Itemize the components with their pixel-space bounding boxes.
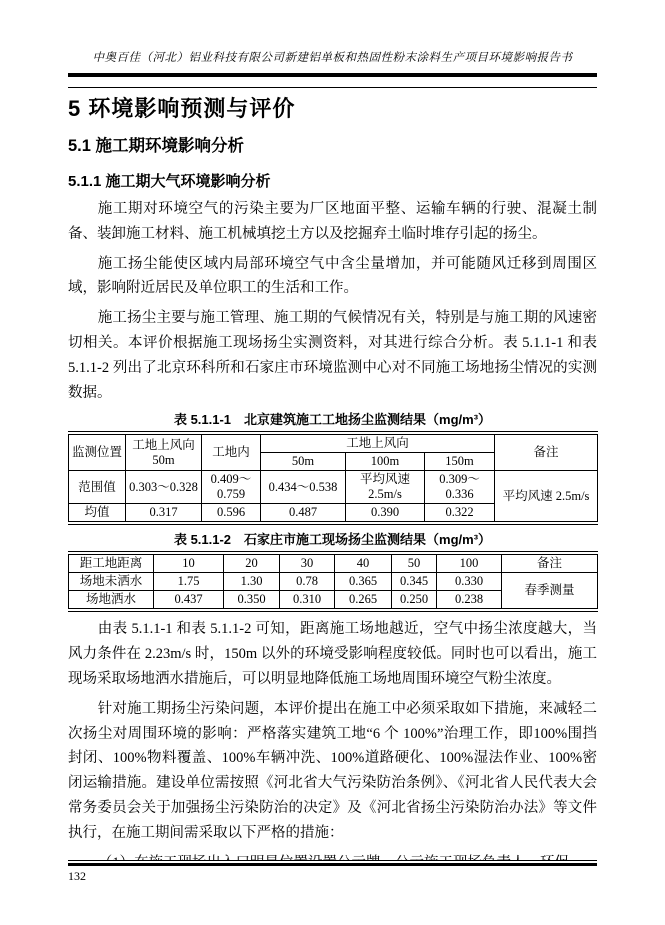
monitoring-table-shijiazhuang xyxy=(68,551,598,612)
t1-header-50m: 50m xyxy=(261,453,346,471)
t1-range-100m: 平均风速 2.5m/s xyxy=(346,471,425,504)
t2-wet-20: 0.350 xyxy=(224,591,280,611)
t2-header-20: 20 xyxy=(224,553,280,573)
t2-header-10: 10 xyxy=(154,553,224,573)
t2-header-distance: 距工地距离 xyxy=(69,553,154,573)
footer-rule-thin xyxy=(68,860,597,861)
t2-header-40: 40 xyxy=(335,553,392,573)
t2-dry-50: 0.345 xyxy=(392,573,437,591)
t1-range-inside: 0.409～0.759 xyxy=(202,471,261,504)
t2-header-100: 100 xyxy=(437,553,502,573)
t1-mean-inside: 0.596 xyxy=(202,504,261,524)
t1-mean-100m: 0.390 xyxy=(346,504,425,524)
t2-wet-10: 0.437 xyxy=(154,591,224,611)
t1-mean-upwind-50m: 0.317 xyxy=(126,504,202,524)
t1-header-position: 监测位置 xyxy=(69,433,126,471)
t2-header-50: 50 xyxy=(392,553,437,573)
page-footer xyxy=(68,860,597,884)
table-2-caption: 表 5.1.1-2 石家庄市施工现场扬尘监测结果（mg/m³） xyxy=(173,532,492,548)
t1-mean-150m: 0.322 xyxy=(425,504,495,524)
running-header: 中奥百佳（河北）铝业科技有限公司新建铝单板和热固性粉末涂料生产项目环境影响报告书 xyxy=(92,52,573,64)
t1-header-150m: 150m xyxy=(425,453,495,471)
t2-header-30: 30 xyxy=(280,553,335,573)
t1-range-upwind-50m: 0.303～0.328 xyxy=(126,471,202,504)
subsection-heading: 5.1.1 施工期大气环境影响分析 xyxy=(68,173,271,190)
chapter-heading: 5 环境影响预测与评价 xyxy=(68,96,296,121)
t1-range-label: 范围值 xyxy=(69,471,126,504)
t1-header-100m: 100m xyxy=(346,453,425,471)
t1-range-150m: 0.309～0.336 xyxy=(425,471,495,504)
t1-header-inside: 工地内 xyxy=(202,433,261,471)
t2-header-note: 备注 xyxy=(502,553,598,573)
header-rule-thin xyxy=(68,87,597,89)
paragraph-dust-measures: 针对施工期扬尘污染问题，本评价提出在施工中必须采取如下措施，来减轻二次扬尘对周围环境的影响：严格落实建筑工地“6 个 100%”治理工作，即100%围挡封闭、100%物料覆盖、100%车辆冲洗、100%道路硬化、100%湿法作业、100%密闭运输措施。建设单位需按照《河北省大气污染防治条例》、《河北省人民代表大会常务委员会关于加强扬尘污染防治的决定》及《河北省扬尘污染防治办法》等文件执行，在施工期间需采取以下严格的措施： xyxy=(68,700,597,841)
t2-wet-100: 0.238 xyxy=(437,591,502,611)
t2-note-cell: 春季测量 xyxy=(502,573,598,611)
t2-dry-10: 1.75 xyxy=(154,573,224,591)
t2-dry-label: 场地未洒水 xyxy=(69,573,154,591)
header-rule-thick xyxy=(68,73,597,77)
t1-mean-50m: 0.487 xyxy=(261,504,346,524)
section-heading: 5.1 施工期环境影响分析 xyxy=(68,137,245,155)
monitoring-table-beijing xyxy=(68,431,598,525)
t2-wet-label: 场地洒水 xyxy=(69,591,154,611)
t1-header-note: 备注 xyxy=(495,433,598,471)
paragraph-dust-analysis: 施工扬尘主要与施工管理、施工期的气候情况有关，特别是与施工期的风速密切相关。本评价根据施工现场扬尘实测资料，对其进行综合分析。表 5.1.1-1 和表 5.1.1-2 列出了北京环科所和石家庄市环境监测中心对不同施工场地扬尘情况的实测数据。 xyxy=(68,310,597,401)
t1-header-upwind-50m: 工地上风向 50m xyxy=(126,433,202,471)
footer-rule-thick xyxy=(68,863,597,866)
t2-dry-100: 0.330 xyxy=(437,573,502,591)
table-1-caption: 表 5.1.1-1 北京建筑施工工地扬尘监测结果（mg/m³） xyxy=(173,412,492,428)
t2-dry-30: 0.78 xyxy=(280,573,335,591)
t1-mean-label: 均值 xyxy=(69,504,126,524)
t2-wet-30: 0.310 xyxy=(280,591,335,611)
t1-range-50m: 0.434～0.538 xyxy=(261,471,346,504)
paragraph-dust-impact: 施工扬尘能使区域内局部环境空气中含尘量增加，并可能随风迁移到周围区域，影响附近居民及单位职工的生活和工作。 xyxy=(68,255,597,297)
t2-wet-50: 0.250 xyxy=(392,591,437,611)
page-number: 132 xyxy=(68,869,86,884)
paragraph-dust-sources: 施工期对环境空气的污染主要为厂区地面平整、运输车辆的行驶、混凝土制备、装卸施工材料、施工机械填挖土方以及挖掘弃土临时堆存引起的扬尘。 xyxy=(68,201,597,242)
paragraph-table-conclusion: 由表 5.1.1-1 和表 5.1.1-2 可知，距离施工场地越近，空气中扬尘浓度越大，当风力条件在 2.23m/s 时，150m 以外的环境受影响程度较低。同时也可以看出，施工现场采取场地洒水措施后，可以明显地降低施工场地周围环境空气粉尘浓度。 xyxy=(68,621,597,687)
t2-wet-40: 0.265 xyxy=(335,591,392,611)
t2-dry-40: 0.365 xyxy=(335,573,392,591)
t2-dry-20: 1.30 xyxy=(224,573,280,591)
t1-note-cell: 平均风速 2.5m/s xyxy=(495,471,598,524)
t1-header-wind-group: 工地上风向 xyxy=(261,433,495,453)
